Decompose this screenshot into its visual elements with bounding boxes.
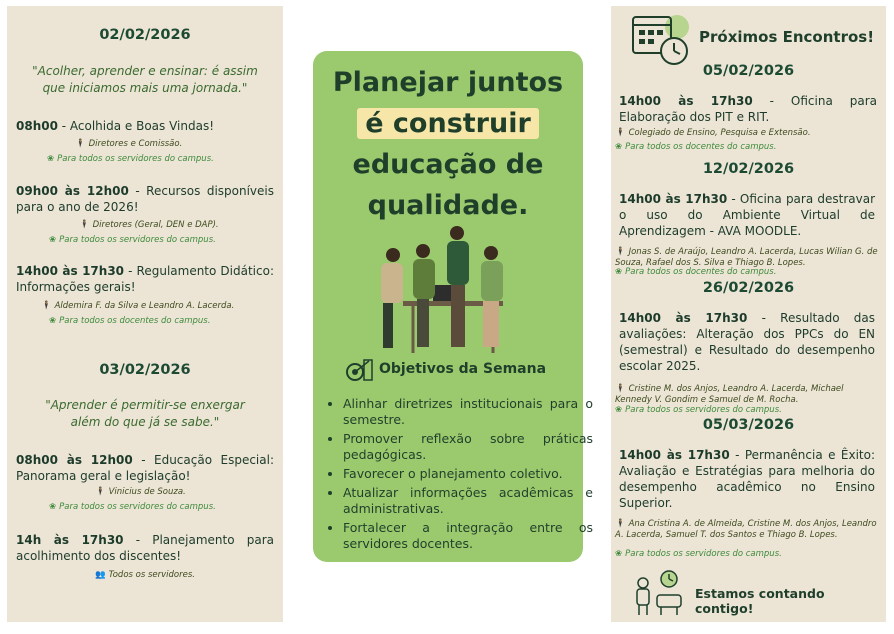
event-time: 09h00 às 12h00	[16, 184, 129, 198]
day2-event-2-aud	[95, 570, 195, 581]
event-title: - Regulamento Didático: Informações gerais!	[16, 264, 275, 294]
next-meetings-title: Próximos Encontros!	[699, 28, 875, 46]
group-icon: ❀	[47, 154, 55, 164]
meeting-4-resp	[615, 519, 879, 541]
objective-item: • Alinhar diretrizes institucionais para o semestre.	[343, 396, 593, 428]
aud-text: Para todos os servidores do campus.	[59, 235, 216, 245]
group-icon: ❀	[49, 502, 57, 512]
meeting-1-aud	[615, 142, 776, 153]
objectives-list	[327, 396, 593, 555]
resp-text: Jonas S. de Araújo, Leandro A. Lacerda, Lucas Wilian G. de Souza, Rafael dos S. Silva e Thiago B. Lopes.	[615, 247, 878, 268]
resp-text: Cristine M. dos Anjos, Leandro A. Lacerda, Michael Kennedy V. Gondim e Samuel de M. Rocha.	[615, 384, 844, 405]
event-time: 14h00 às 17h30	[619, 94, 753, 108]
event-title: - Educação Especial: Panorama geral e legislação!	[16, 453, 274, 483]
objective-item: • Favorecer o planejamento coletivo.	[343, 466, 593, 482]
headline-line-3: educação de	[352, 149, 544, 180]
day1-event-1	[16, 118, 274, 134]
person-icon: 🕴	[95, 487, 106, 497]
event-time: 08h00 às 12h00	[16, 453, 133, 467]
objective-item: • Fortalecer a integração entre os servidores docentes.	[343, 520, 593, 552]
event-time: 14h às 17h30	[16, 533, 124, 547]
meeting-3-aud	[615, 405, 782, 416]
aud-text: Todos os servidores.	[108, 570, 195, 580]
resp-text: Diretores (Geral, DEN e DAP).	[92, 220, 219, 230]
target-icon	[345, 357, 373, 383]
group-icon: ❀	[615, 267, 623, 277]
headline-highlight: é construir	[357, 108, 539, 139]
event-title: - Recursos disponíveis para o ano de 2026!	[16, 184, 274, 214]
meeting-1-event	[619, 93, 877, 125]
day1-event-3-aud	[49, 316, 210, 327]
objective-item: • Promover reflexão sobre práticas pedagógicas.	[343, 431, 593, 463]
day1-event-2-aud	[49, 235, 216, 246]
person-icon: 🕴	[615, 519, 626, 529]
meeting-1-date: 05/02/2026	[702, 63, 795, 79]
resp-text: Diretores e Comissão.	[88, 139, 183, 149]
headline-line-1: Planejar juntos	[332, 67, 564, 98]
group-icon: ❀	[49, 235, 57, 245]
aud-text: Para todos os servidores do campus.	[625, 405, 782, 415]
center-card	[313, 51, 593, 562]
day1-date: 02/02/2026	[99, 27, 191, 43]
footer-message: Estamos contando contigo!	[695, 586, 825, 616]
aud-text: Para todos os docentes do campus.	[625, 267, 777, 277]
aud-text: Para todos os servidores do campus.	[59, 502, 216, 512]
headline-line-4: qualidade.	[367, 190, 529, 221]
event-title: - Acolhida e Boas Vindas!	[57, 119, 215, 133]
person-icon: 🕴	[79, 220, 90, 230]
event-title: - Permanência e Êxito: Avaliação e Estratégias para melhoria do desempenho acadêmico no Ensino Superior.	[619, 448, 875, 510]
resp-text: Aldemira F. da Silva e Leandro A. Lacerda.	[54, 301, 235, 311]
event-time: 14h00 às 17h30	[16, 264, 125, 278]
group-icon: ❀	[49, 316, 57, 326]
resp-text: Colegiado de Ensino, Pesquisa e Extensão.	[628, 128, 811, 138]
meeting-4-date: 05/03/2026	[702, 417, 795, 433]
day2-event-2	[16, 532, 274, 564]
calendar-clock-icon	[631, 11, 693, 67]
day1-quote: "Acolher, aprender e ensinar: é assim que iniciamos mais uma jornada."	[32, 64, 258, 95]
meeting-2-event	[619, 191, 875, 239]
day2-event-1-aud	[49, 502, 216, 513]
meeting-2-resp	[615, 247, 879, 269]
meeting-3-event	[619, 310, 875, 374]
meeting-2-aud	[615, 267, 776, 278]
objectives-title: Objetivos da Semana	[379, 361, 547, 377]
group-icon: ❀	[615, 405, 623, 415]
event-time: 08h00	[16, 119, 58, 133]
left-panel	[7, 6, 283, 622]
day1-event-2-resp	[79, 220, 219, 231]
group-icon: 👥	[95, 570, 106, 580]
meeting-4-aud	[615, 549, 782, 560]
resp-text: Ana Cristina A. de Almeida, Cristine M. dos Anjos, Leandro A. Lacerda, Samuel T. dos Santos e Thiago B. Lopes.	[615, 519, 877, 540]
event-title: - Oficina para Elaboração dos PIT e RIT.	[619, 94, 877, 124]
meeting-3-date: 26/02/2026	[702, 280, 795, 296]
day2-quote: "Aprender é permitir-se enxergar além do que já se sabe."	[45, 398, 245, 429]
day1-event-3	[16, 263, 274, 295]
day2-date: 03/02/2026	[99, 362, 191, 378]
meeting-3-resp	[615, 384, 879, 406]
day1-event-3-resp	[41, 301, 234, 312]
group-icon: ❀	[615, 142, 623, 152]
aud-text: Para todos os docentes do campus.	[59, 316, 211, 326]
team-meeting-illustration	[373, 223, 523, 358]
day2-event-1-resp	[95, 487, 186, 498]
aud-text: Para todos os servidores do campus.	[57, 154, 214, 164]
headline-line-2	[313, 108, 583, 139]
objective-item: • Atualizar informações acadêmicas e administrativas.	[343, 485, 593, 517]
event-title: - Resultado das avaliações: Alteração dos PPCs do EN (semestral) e Resultado do desempenho escolar 2025.	[619, 311, 876, 373]
person-icon: 🕴	[615, 247, 626, 257]
person-icon: 🕴	[615, 384, 626, 394]
event-time: 14h00 às 17h30	[619, 311, 748, 325]
person-icon: 🕴	[615, 128, 626, 138]
meeting-1-resp	[615, 128, 877, 139]
group-icon: ❀	[615, 549, 623, 559]
waiting-chairs-icon	[631, 569, 687, 617]
right-panel	[611, 6, 886, 622]
event-title: - Oficina para destravar o uso do Ambiente Virtual de Aprendizagem - AVA MOODLE.	[619, 192, 876, 238]
person-icon: 🕴	[41, 301, 52, 311]
aud-text: Para todos os servidores do campus.	[625, 549, 782, 559]
person-icon: 🕴	[75, 139, 86, 149]
day1-event-1-resp	[75, 139, 182, 150]
meeting-4-event	[619, 447, 875, 511]
day2-event-1	[16, 452, 274, 484]
event-time: 14h00 às 17h30	[619, 448, 730, 462]
aud-text: Para todos os docentes do campus.	[625, 142, 777, 152]
event-title: - Planejamento para acolhimento dos discentes!	[16, 533, 275, 563]
day1-event-2	[16, 183, 274, 215]
meeting-2-date: 12/02/2026	[702, 161, 795, 177]
resp-text: Vinicius de Souza.	[108, 487, 186, 497]
event-time: 14h00 às 17h30	[619, 192, 728, 206]
day1-event-1-aud	[47, 154, 214, 165]
